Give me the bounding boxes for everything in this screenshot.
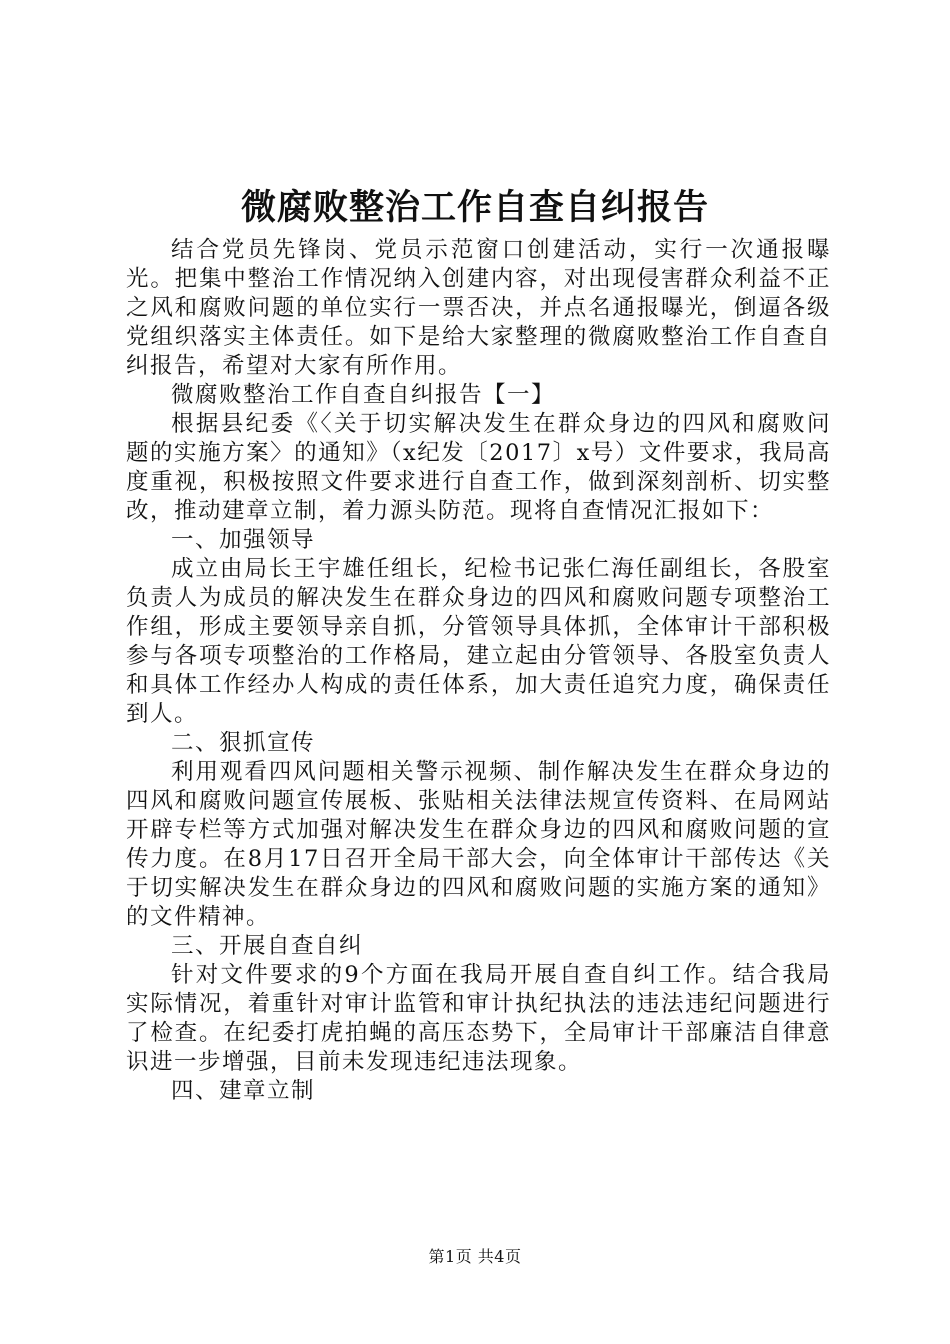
body-paragraph: 针对文件要求的9个方面在我局开展自查自纠工作。结合我局实际情况，着重针对审计监管和审计执纪执法的违法违纪问题进行了检查。在纪委打虎拍蝇的高压态势下，全局审计干部廉洁自律意识进一步增强，目前未发现违纪违法现象。 — [126, 962, 831, 1075]
section-heading: 一、加强领导 — [171, 527, 316, 553]
intro-paragraph: 结合党员先锋岗、党员示范窗口创建活动，实行一次通报曝光。把集中整治工作情况纳入创建内容，对出现侵害群众利益不正之风和腐败问题的单位实行一票否决，并点名通报曝光，倒逼各级党组织落实主体责任。如下是给大家整理的微腐败整治工作自查自纠报告，希望对大家有所作用。 — [126, 237, 831, 379]
body-paragraph: 根据县纪委《〈关于切实解决发生在群众身边的四风和腐败问题的实施方案〉的通知》（x纪发〔2017〕x号）文件要求，我局高度重视，积极按照文件要求进行自查工作，做到深刻剖析、切实整改，推动建章立制，着力源头防范。现将自查情况汇报如下： — [126, 411, 831, 524]
page-footer: 第1页 共4页 — [428, 1247, 522, 1266]
section-heading: 三、开展自查自纠 — [171, 933, 364, 959]
body-paragraph: 成立由局长王宇雄任组长，纪检书记张仁海任副组长，各股室负责人为成员的解决发生在群众身边的四风和腐败问题专项整治工作组，形成主要领导亲自抓，分管领导具体抓，全体审计干部积极参与各项专项整治的工作格局，建立起由分管领导、各股室负责人和具体工作经办人构成的责任体系，加大责任追究力度，确保责任到人。 — [126, 556, 831, 727]
section-heading: 四、建章立制 — [171, 1078, 316, 1104]
report-subtitle: 微腐败整治工作自查自纠报告【一】 — [171, 382, 556, 408]
section-heading: 二、狠抓宣传 — [171, 730, 316, 756]
document-title: 微腐败整治工作自查自纠报告 — [240, 187, 709, 228]
document-body — [126, 236, 831, 1106]
body-paragraph: 利用观看四风问题相关警示视频、制作解决发生在群众身边的四风和腐败问题宣传展板、张贴相关法律法规宣传资料、在局网站开辟专栏等方式加强对解决发生在群众身边的四风和腐败问题的宣传力度。在8月17日召开全局干部大会，向全体审计干部传达《关于切实解决发生在群众身边的四风和腐败问题的实施方案的通知》的文件精神。 — [126, 759, 831, 930]
